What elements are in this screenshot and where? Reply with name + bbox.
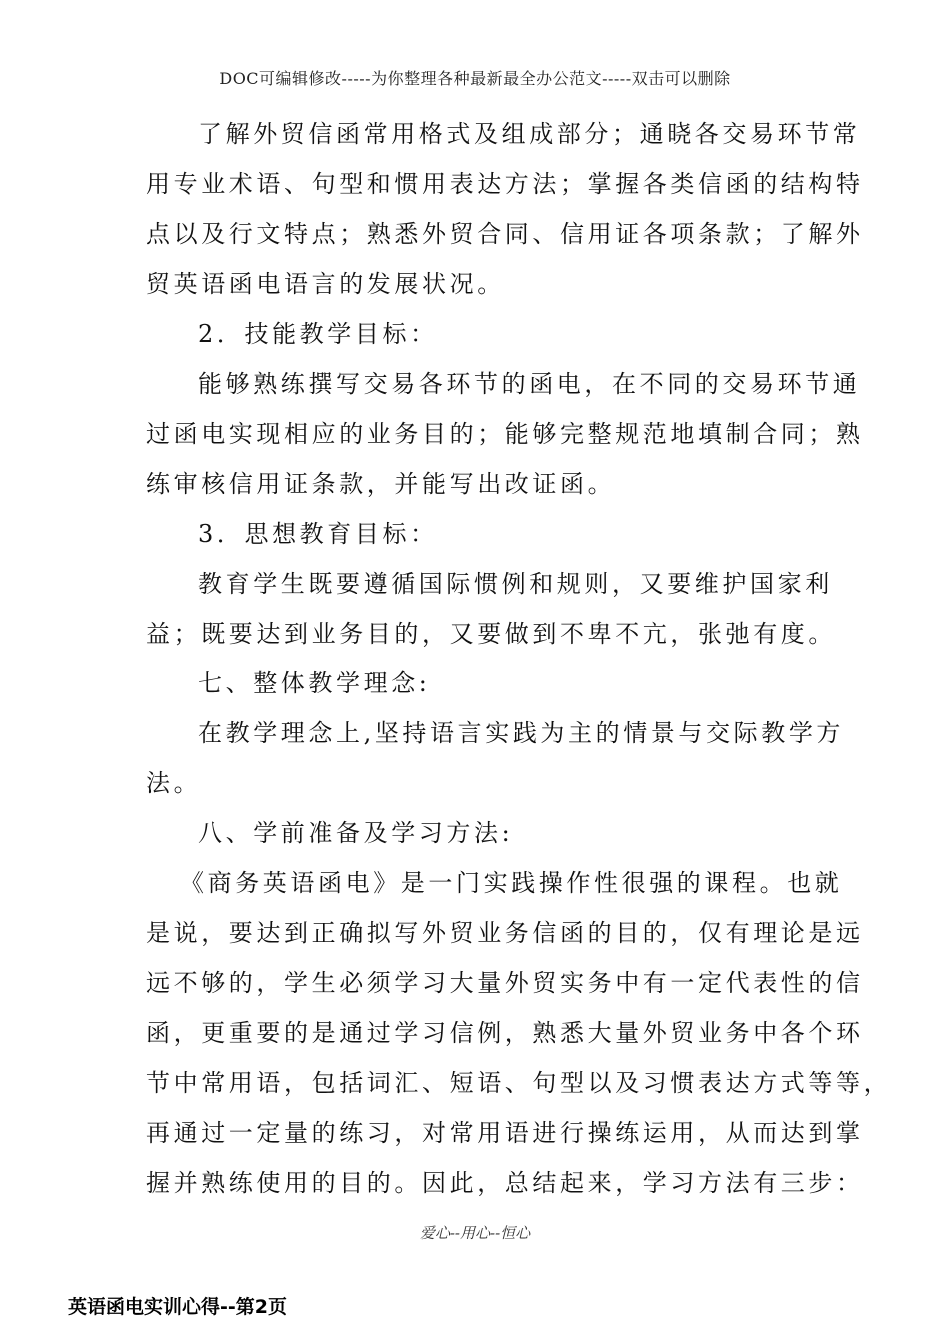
paragraph-line: 教育学生既要遵循国际惯例和规则，又要维护国家利 bbox=[198, 570, 833, 598]
paragraph-line: 在教学理念上,坚持语言实践为主的情景与交际教学方 bbox=[198, 719, 845, 747]
paragraph-line: 用专业术语、句型和惯用表达方法；掌握各类信函的结构特 bbox=[146, 170, 864, 198]
page-label: 英语函电实训心得--第2页 bbox=[68, 1296, 287, 1318]
paragraph-line: 再通过一定量的练习，对常用语进行操练运用，从而达到掌 bbox=[146, 1119, 864, 1147]
paragraph-line: 握并熟练使用的目的。因此，总结起来，学习方法有三步： bbox=[146, 1169, 864, 1197]
section-heading: 3．思想教育目标： bbox=[198, 520, 438, 548]
paragraph-line: 点以及行文特点；熟悉外贸合同、信用证各项条款；了解外 bbox=[146, 220, 864, 248]
section-heading: 2．技能教学目标： bbox=[198, 320, 438, 348]
paragraph-line: 远不够的，学生必须学习大量外贸实务中有一定代表性的信 bbox=[146, 969, 864, 997]
page-header: DOC可编辑修改-----为你整理各种最新最全办公范文-----双击可以删除 bbox=[219, 69, 731, 88]
paragraph-line: 练审核信用证条款，并能写出改证函。 bbox=[146, 470, 616, 498]
section-heading: 七、整体教学理念: bbox=[198, 669, 431, 697]
paragraph-line: 益；既要达到业务目的，又要做到不卑不亢，张弛有度。 bbox=[146, 620, 836, 648]
paragraph-line: 法。 bbox=[146, 769, 202, 797]
page-footer: 爱心--用心--恒心 bbox=[419, 1224, 531, 1242]
paragraph-line: 是说，要达到正确拟写外贸业务信函的目的，仅有理论是远 bbox=[146, 919, 864, 947]
paragraph-line: 贸英语函电语言的发展状况。 bbox=[146, 270, 505, 298]
paragraph-line: 节中常用语，包括词汇、短语、句型以及习惯表达方式等等， bbox=[146, 1069, 892, 1097]
paragraph-line: 过函电实现相应的业务目的；能够完整规范地填制合同；熟 bbox=[146, 420, 864, 448]
paragraph-line: 能够熟练撰写交易各环节的函电，在不同的交易环节通 bbox=[198, 370, 861, 398]
paragraph-line: 函，更重要的是通过学习信例，熟悉大量外贸业务中各个环 bbox=[146, 1019, 864, 1047]
section-heading: 八、学前准备及学习方法: bbox=[198, 819, 514, 847]
paragraph-line: 《商务英语函电》是一门实践操作性很强的课程。也就 bbox=[180, 869, 843, 897]
paragraph-line: 了解外贸信函常用格式及组成部分；通晓各交易环节常 bbox=[198, 120, 861, 148]
